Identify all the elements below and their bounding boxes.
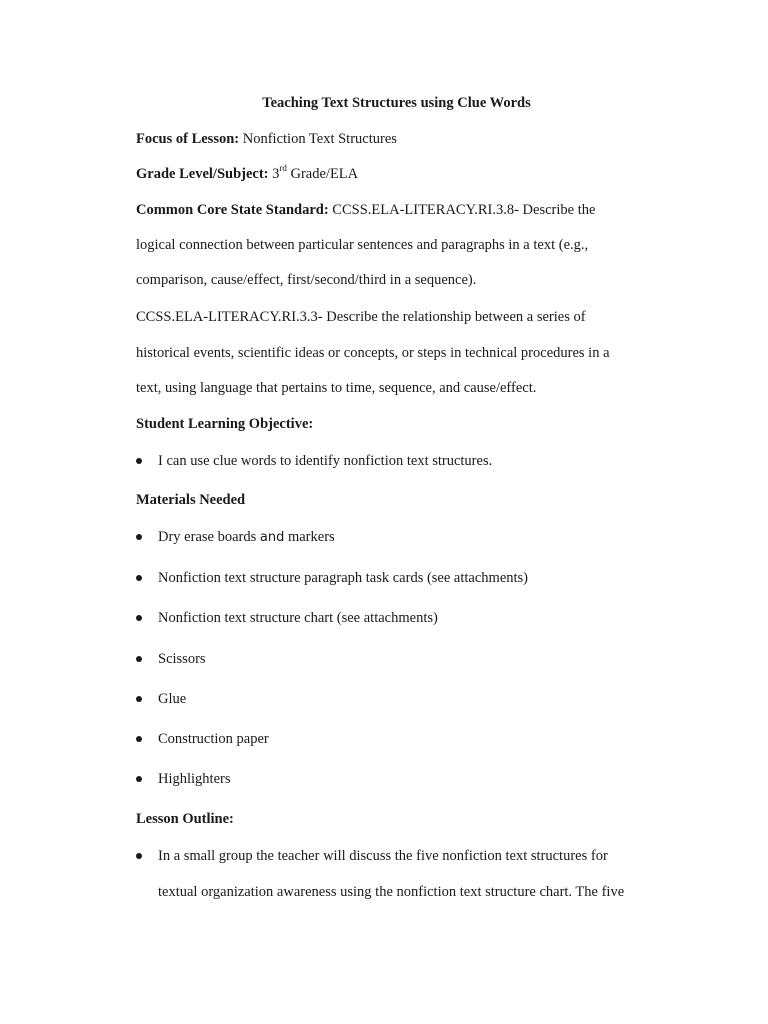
standard-line-2: logical connection between particular sentences and paragraphs in a text (e.g., (136, 237, 589, 253)
list-item-text: Nonfiction text structure chart (see attachments) (158, 610, 438, 626)
standard-line-3: comparison, cause/effect, first/second/third in a sequence). (136, 272, 477, 288)
list-item-text: I can use clue words to identify nonfiction text structures. (158, 453, 493, 469)
material-text-b: and (259, 530, 285, 545)
grade-number: 3 (272, 166, 280, 182)
standard-text-1: CCSS.ELA-LITERACY.RI.3.8- Describe the (332, 202, 596, 218)
list-item-text: Nonfiction text structure paragraph task cards (see attachments) (158, 570, 529, 586)
standard-line-5: historical events, scientific ideas or concepts, or steps in technical procedures in a (136, 345, 610, 361)
grade-line (136, 165, 358, 183)
bullet-icon (136, 696, 142, 702)
list-item-text: Highlighters (158, 771, 231, 787)
bullet-icon (136, 853, 142, 859)
focus-value: Nonfiction Text Structures (242, 131, 397, 147)
material-text-a: Dry erase boards (158, 529, 257, 545)
materials-heading: Materials Needed (136, 492, 246, 508)
outline-heading: Lesson Outline: (136, 811, 234, 827)
grade-superscript: rd (279, 163, 287, 174)
bullet-icon (136, 458, 142, 464)
standard-line-6: text, using language that pertains to time, sequence, and cause/effect. (136, 380, 537, 396)
standard-line-4: CCSS.ELA-LITERACY.RI.3.3- Describe the relationship between a series of (136, 309, 586, 325)
document-title: Teaching Text Structures using Clue Words (262, 95, 531, 111)
material-text-c: markers (287, 529, 335, 545)
grade-label: Grade Level/Subject: (136, 166, 269, 182)
list-item-text: In a small group the teacher will discuss the five nonfiction text structures for (158, 848, 608, 864)
bullet-icon (136, 776, 142, 782)
bullet-icon (136, 615, 142, 621)
objective-heading: Student Learning Objective: (136, 416, 314, 432)
bullet-icon (136, 534, 142, 540)
focus-label: Focus of Lesson: (136, 131, 240, 147)
list-item-text: Construction paper (158, 731, 269, 747)
focus-line (136, 130, 397, 148)
bullet-icon (136, 736, 142, 742)
grade-value: Grade/ELA (290, 166, 359, 182)
bullet-icon (136, 575, 142, 581)
standard-line-1 (136, 201, 595, 219)
list-item-text: Glue (158, 691, 187, 707)
outline-continuation: textual organization awareness using the nonfiction text structure chart. The five (158, 884, 625, 900)
list-item-text (158, 528, 335, 547)
bullet-icon (136, 656, 142, 662)
list-item-text: Scissors (158, 651, 206, 667)
standard-label: Common Core State Standard: (136, 202, 329, 218)
